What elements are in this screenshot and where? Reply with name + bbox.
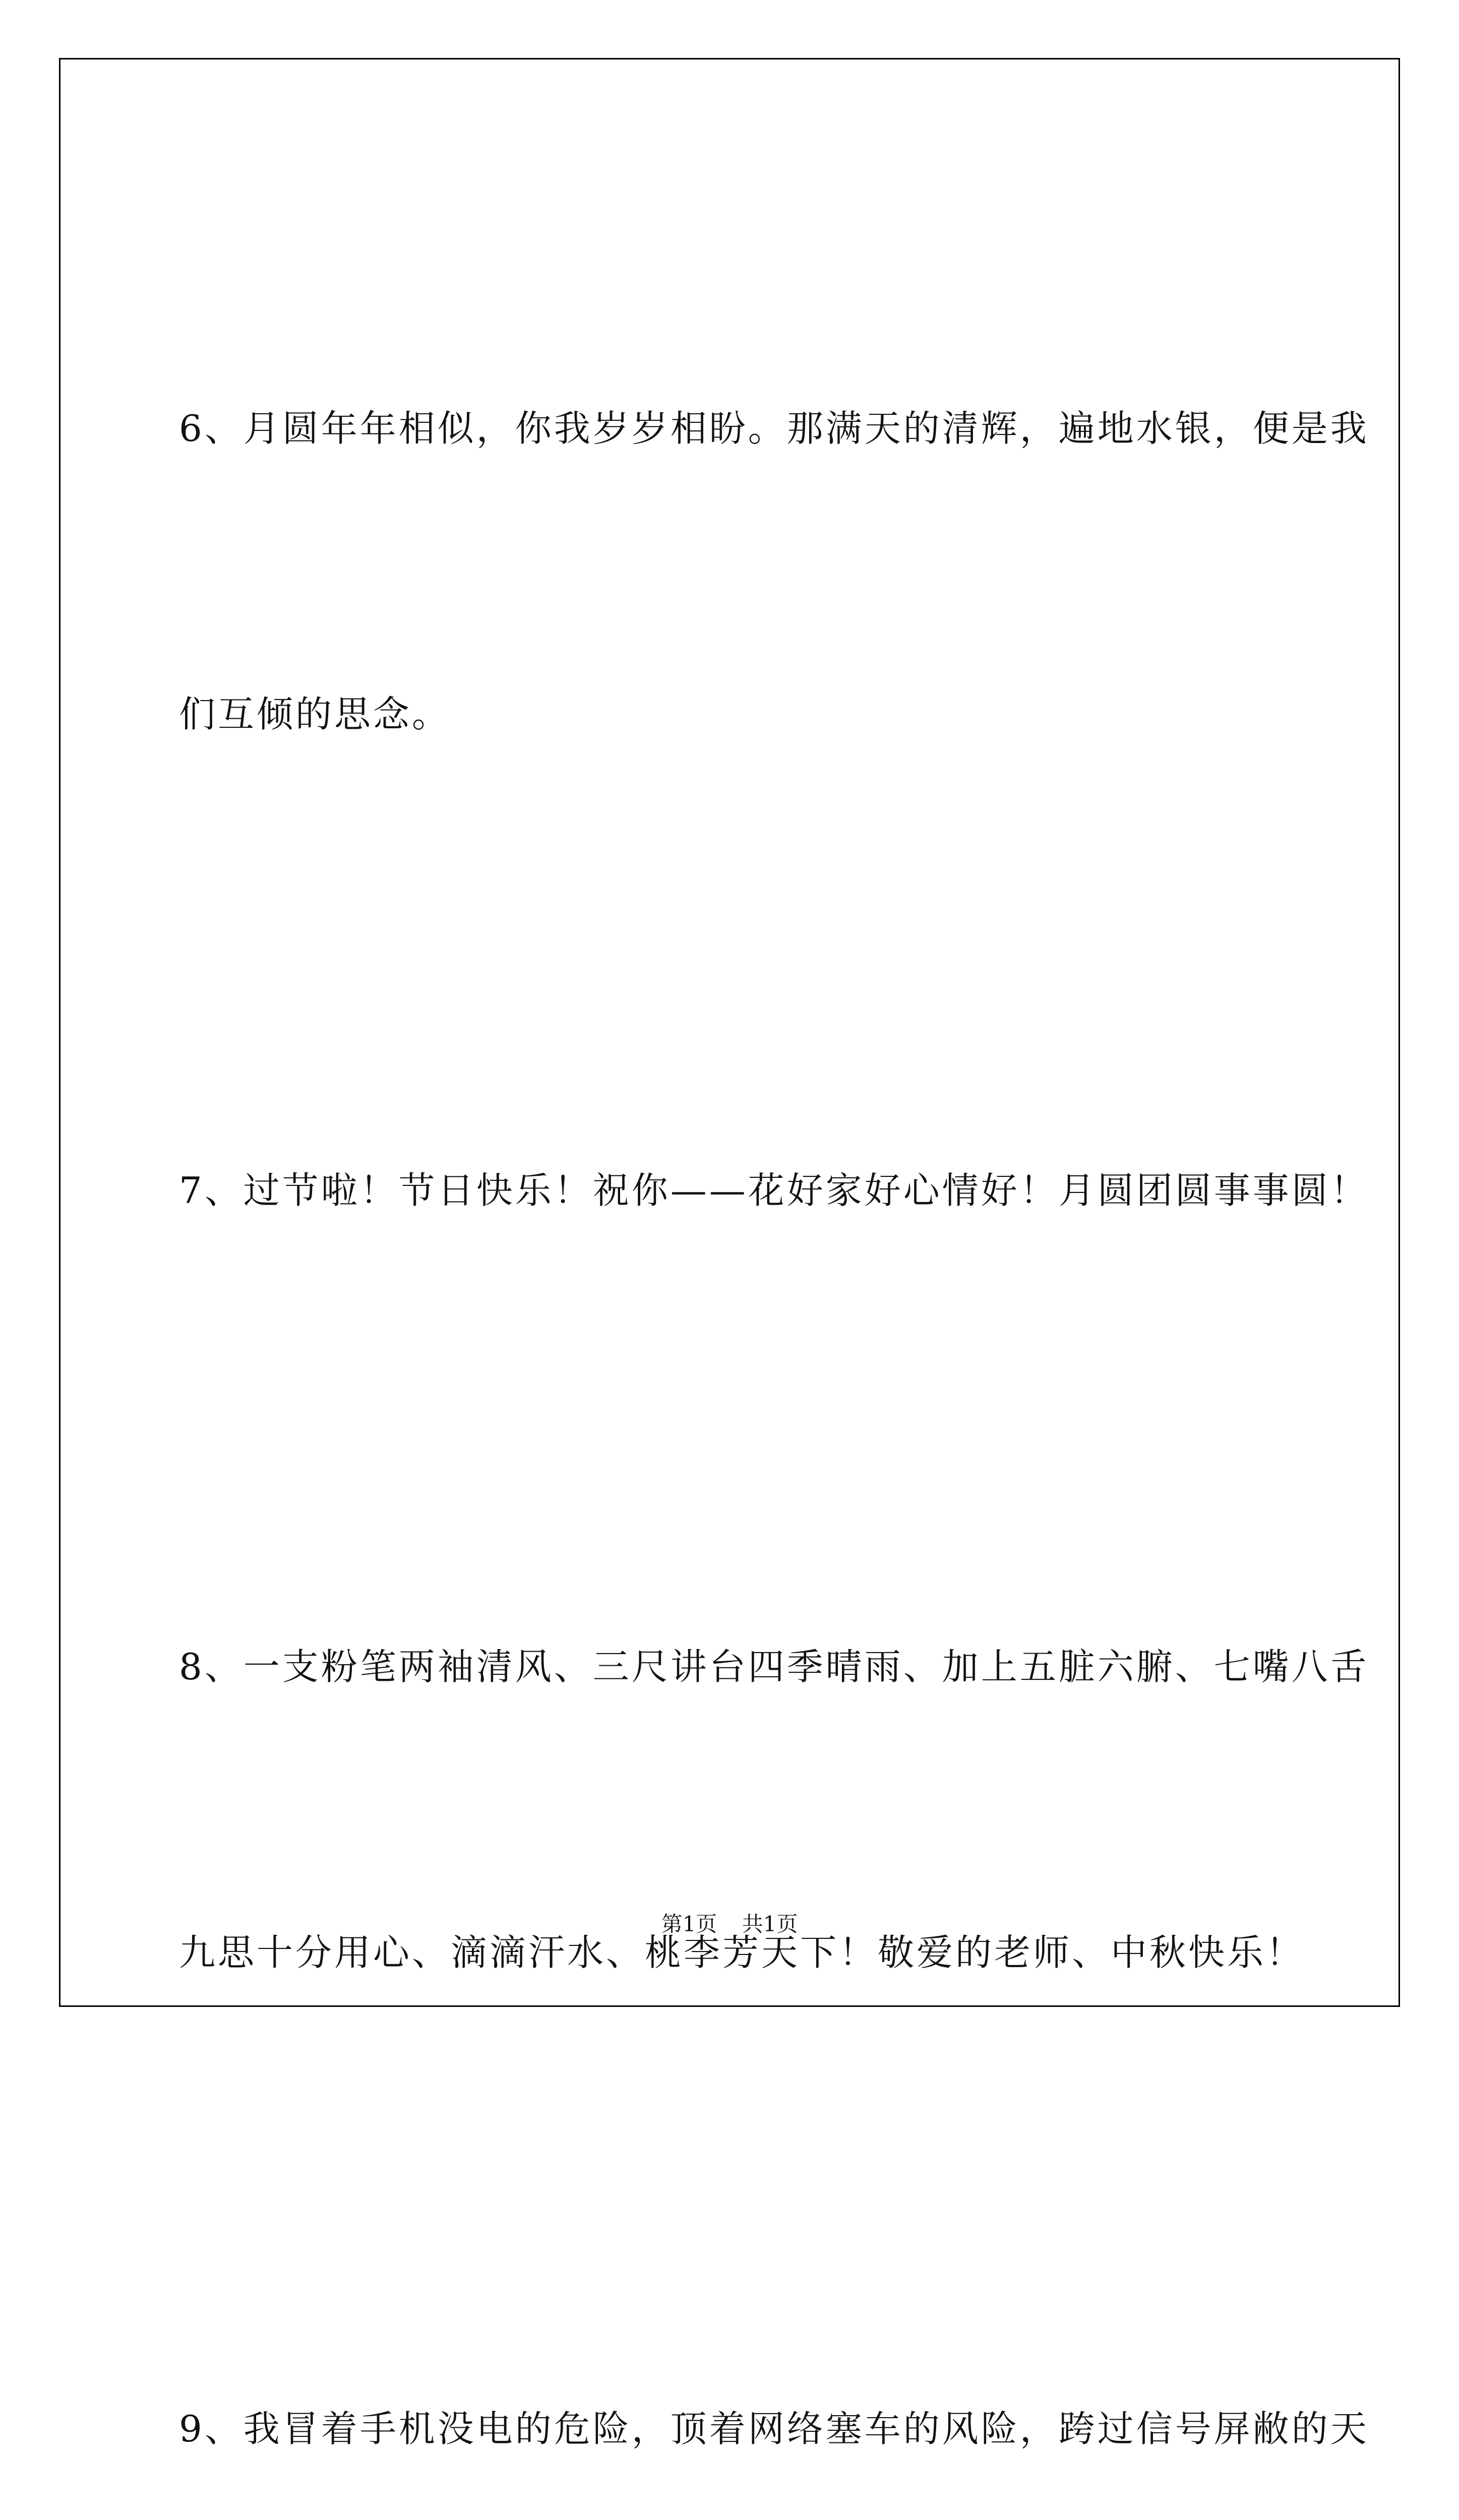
page-number: 第1页 [661, 1912, 717, 1936]
paragraph-8 [179, 1429, 1369, 2191]
page-total: 共1页 [742, 1912, 798, 1936]
paragraph-9 [179, 2191, 1369, 2520]
paragraph-6 [179, 191, 1369, 953]
text-line: 6、月圆年年相似，你我岁岁相盼。那满天的清辉，遍地水银，便是我 [179, 407, 1369, 450]
text-line: 8、一支粉笔两袖清风、三尺讲台四季晴雨、加上五脏六腑、七嘴八舌 [179, 1646, 1369, 1688]
page-footer [0, 1908, 1459, 1938]
paragraph-7 [179, 953, 1369, 1429]
document-body [179, 191, 1369, 2520]
text-line: 九思十分用心、滴滴汗水、桃李芳天下！敬爱的老师、中秋快乐！ [179, 1931, 1305, 1974]
text-line: 9、我冒着手机没电的危险，顶着网络塞车的风险，跨过信号屏敝的天 [179, 2408, 1369, 2450]
text-line: 们互倾的思念。 [179, 693, 451, 735]
text-line: 7、过节啦！节日快乐！祝你——花好家好心情好！月圆团圆事事圆！ [179, 1169, 1369, 1212]
